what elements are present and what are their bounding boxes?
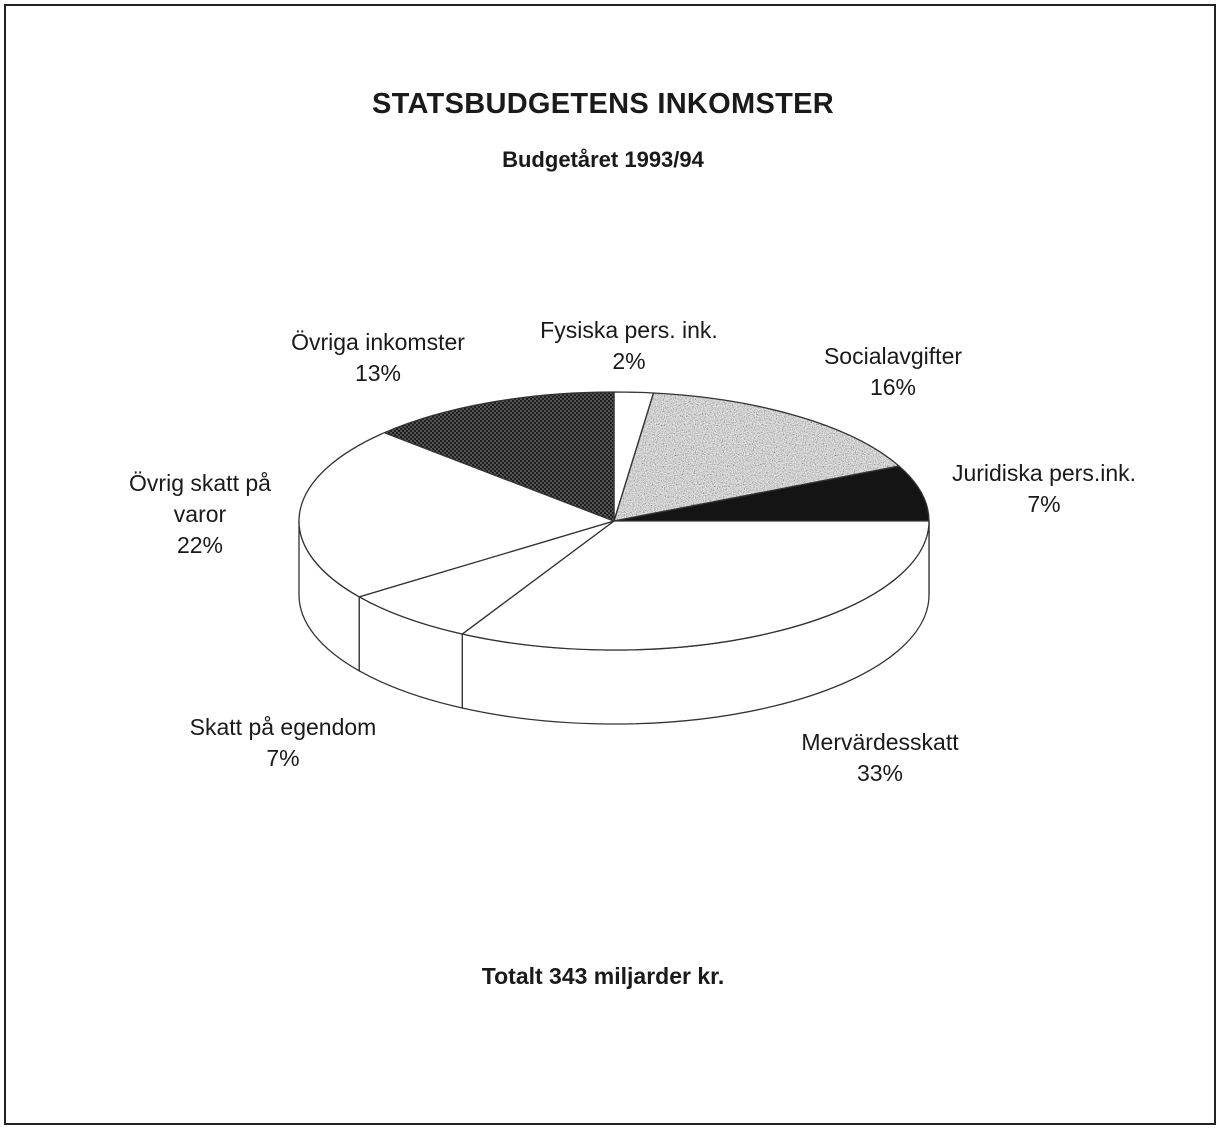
slice-label-6-line-1: 13% bbox=[354, 360, 402, 386]
slice-label-5-line-1: varor bbox=[173, 501, 227, 527]
slice-label-6-line-0: Övriga inkomster bbox=[291, 329, 465, 355]
slice-label-5-line-0: Övrig skatt på bbox=[129, 470, 271, 496]
slice-label-0-line-1: 2% bbox=[612, 348, 646, 374]
slice-label-0-line-0: Fysiska pers. ink. bbox=[540, 317, 718, 343]
chart-total: Totalt 343 miljarder kr. bbox=[481, 963, 725, 989]
slice-label-4-line-0: Skatt på egendom bbox=[189, 714, 377, 740]
slice-label-3-line-1: 33% bbox=[856, 760, 904, 786]
slice-label-4-line-1: 7% bbox=[266, 745, 300, 771]
chart-subtitle: Budgetåret 1993/94 bbox=[502, 147, 704, 172]
slice-label-3-line-0: Mervärdesskatt bbox=[801, 729, 959, 755]
chart-title: STATSBUDGETENS INKOMSTER bbox=[371, 88, 835, 120]
slice-label-2-line-0: Juridiska pers.ink. bbox=[951, 460, 1137, 486]
slice-label-5-line-2: 22% bbox=[176, 532, 224, 558]
slice-label-1-line-1: 16% bbox=[869, 374, 917, 400]
slice-label-2-line-1: 7% bbox=[1027, 491, 1061, 517]
slice-label-1-line-0: Socialavgifter bbox=[823, 343, 963, 369]
